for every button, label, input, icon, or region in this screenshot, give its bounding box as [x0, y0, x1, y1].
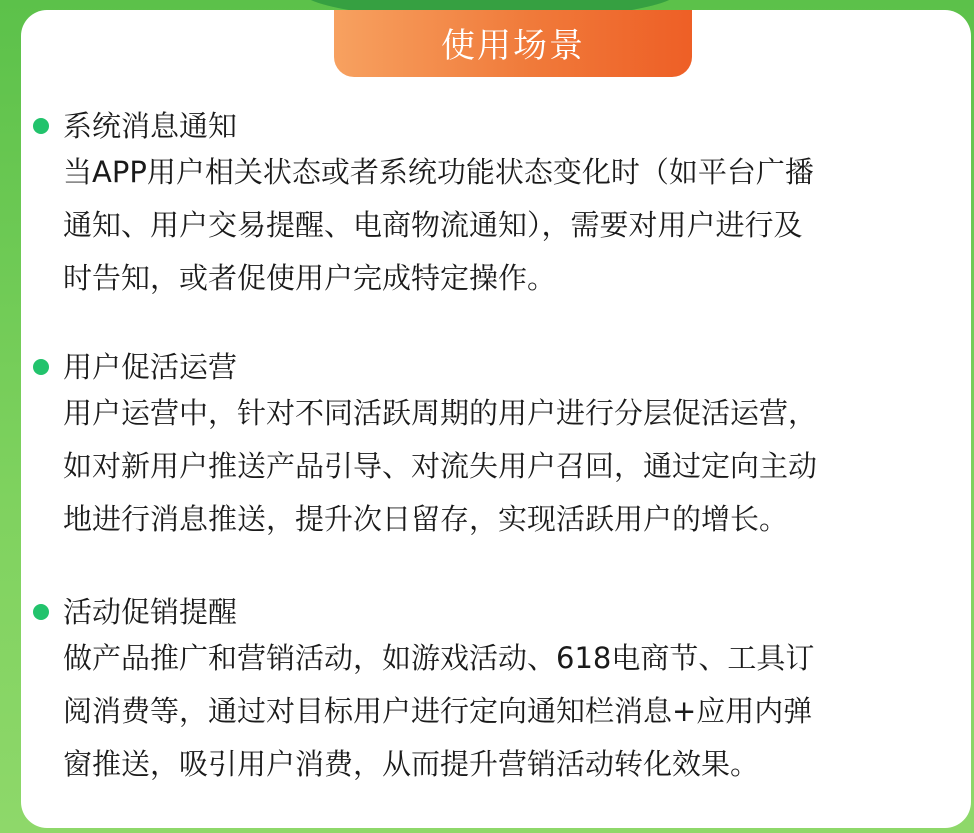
bullet-dot-icon: [33, 359, 49, 375]
body-line: 当APP用户相关状态或者系统功能状态变化时（如平台广播: [63, 155, 814, 189]
section-heading: 系统消息通知: [63, 109, 238, 143]
body-line: 阅消费等，通过对目标用户进行定向通知栏消息+应用内弹: [63, 694, 813, 728]
body-line: 用户运营中，针对不同活跃周期的用户进行分层促活运营，: [63, 396, 818, 430]
content-card: [21, 10, 971, 828]
section-body: [63, 387, 963, 546]
section-body: [63, 146, 963, 305]
bullet-dot-icon: [33, 118, 49, 134]
body-line: 做产品推广和营销活动，如游戏活动、618电商节、工具订: [63, 641, 815, 675]
body-line: 窗推送，吸引用户消费，从而提升营销活动转化效果。: [63, 747, 760, 781]
body-line: 如对新用户推送产品引导、对流失用户召回，通过定向主动: [63, 449, 818, 483]
section-heading: 用户促活运营: [63, 350, 238, 384]
section-body: [63, 632, 963, 791]
title-tab: [334, 10, 692, 77]
body-line: 时告知，或者促使用户完成特定操作。: [63, 261, 557, 295]
body-line: 地进行消息推送，提升次日留存，实现活跃用户的增长。: [63, 502, 789, 536]
body-line: 通知、用户交易提醒、电商物流通知），需要对用户进行及: [63, 208, 803, 242]
bullet-dot-icon: [33, 604, 49, 620]
section-heading: 活动促销提醒: [63, 595, 238, 629]
page-title: 使用场景: [441, 25, 585, 66]
